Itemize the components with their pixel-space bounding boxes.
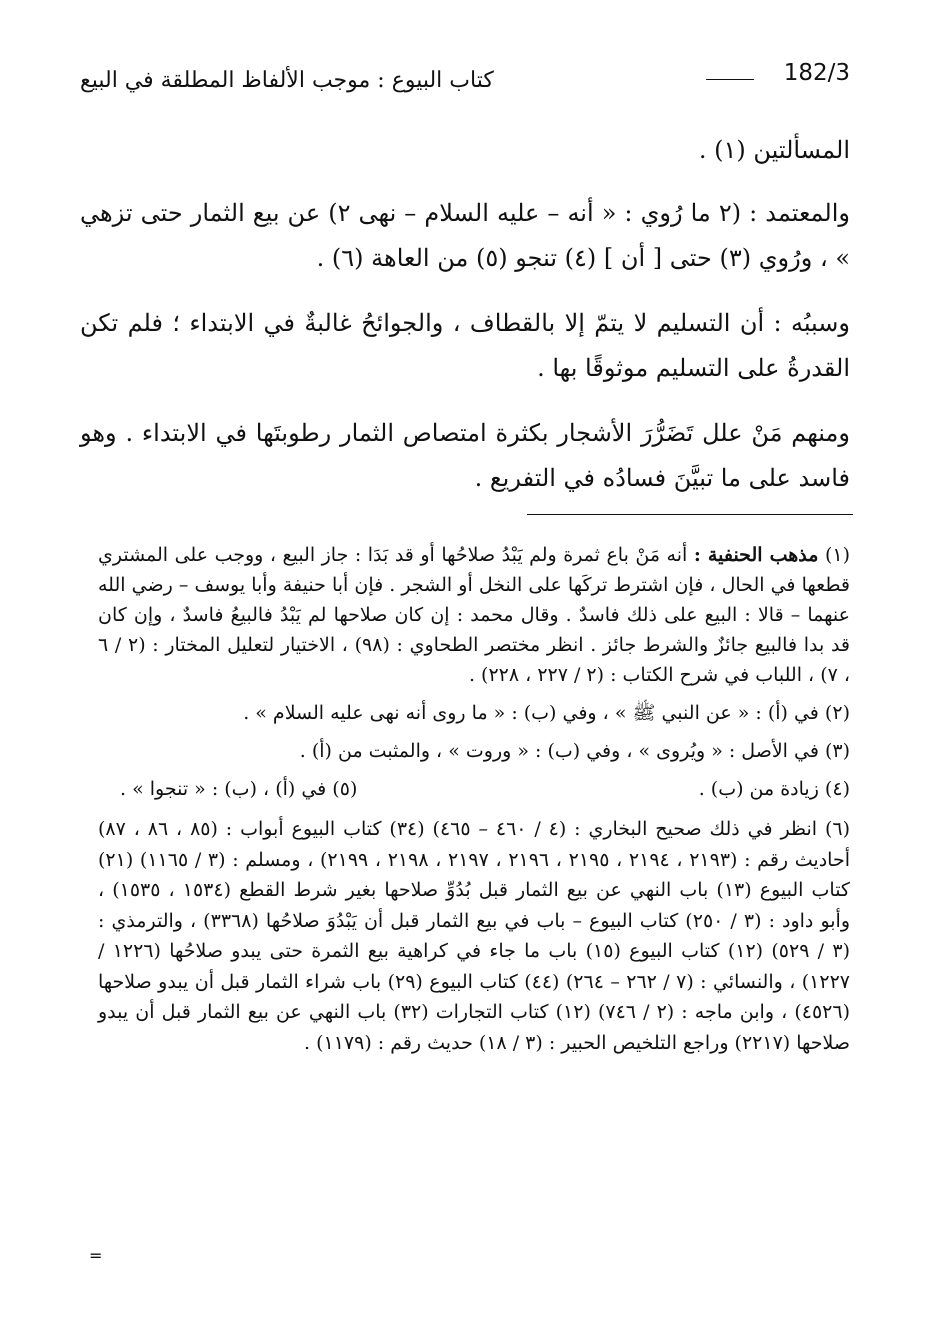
page-header — [80, 60, 850, 120]
main-text — [80, 128, 850, 501]
running-title: كتاب البيوع : موجب الألفاظ المطلقة في البيع — [80, 68, 494, 93]
footnote-3: (٣) في الأصل : « ويُروى » ، وفي (ب) : « وروت » ، والمثبت من (أ) . — [299, 740, 850, 762]
footnote-label: مذهب الحنفية : — [693, 544, 819, 566]
footnote-number: (١) — [824, 544, 850, 566]
page-number: 182/3 — [783, 60, 850, 86]
footnote-1 — [98, 540, 850, 690]
footnote-6: (٦) انظر في ذلك صحيح البخاري : (٤ / ٤٦٠ – ٤٦٥) (٣٤) كتاب البيوع أبواب : (٨٥ ، ٨٦ ، ٨٧) أحاديث رقم : (٢١٩٣ ، ٢١٩٤ ، ٢١٩٥ ، ٢١٩٦ ، ٢١٩٧ ، ٢١٩٨ ، ٢١٩٩) ، ومسلم : (٣ / ١١٦٥) (٢١) كتاب البيوع (١٣) باب النهي عن بيع الثمار قبل بُدُوِّ صلاحها بغير شرط القطع (١٥٣٤ ، ١٥٣٥) ، وأبو داود : (٣ / ٢٥٠) كتاب البيوع – باب في بيع الثمار قبل أن يَبْدُوَ صلاحُها (٣٣٦٨) ، والترمذي : (٣ / ٥٢٩) (١٢) كتاب البيوع (١٥) باب ما جاء في كراهية بيع الثمرة حتى يبدو صلاحُها (١٢٢٦ / ١٢٢٧) ، والنسائي : (٧ / ٢٦٢ – ٢٦٤) (٤٤) كتاب البيوع (٢٩) باب شراء الثمار قبل أن يبدو صلاحها (٤٥٢٦) ، وابن ماجه : (٢ / ٧٤٦) (١٢) كتاب التجارات (٣٢) باب النهي عن بيع الثمار قبل أن يبدو صلاحها (٢٢١٧) وراجع التلخيص الحبير : (٣ / ١٨) حديث رقم : (١١٧٩) . — [98, 818, 851, 1054]
footnote-text: أنه مَنْ باع ثمرة ولم يَبْدُ صلاحُها أو قد بَدَا : جاز البيع ، ووجب على المشتري قطعها في الحال ، فإن اشترط تركَها على النخل أو الشجر . فإن أبا حنيفة وأبا يوسف – رضي الله عنهما – قالا : البيع على ذلك فاسدٌ . وقال محمد : إن كان صلاحها لم يَبْدُ فالبيعُ فاسدٌ ، وإن كان قد بدا فالبيع جائزٌ والشرط جائز . انظر مختصر الطحاوي : (٩٨) ، الاختيار لتعليل المختار : (٢ / ٦ ، ٧) ، اللباب في شرح الكتاب : (٢ / ٢٢٧ ، ٢٢٨) . — [98, 544, 850, 686]
paragraph: المسألتين (١) . — [698, 136, 850, 164]
header-rule — [706, 79, 754, 80]
footnote-5: (٥) في (أ) ، (ب) : « تنجوا » . — [120, 778, 358, 800]
paragraph: والمعتمد : (٢ ما رُوي : « أنه – عليه السلام – نهى ٢) عن بيع الثمار حتى تزهي » ، ورُوي (٣) حتى [ أن ] (٤) تنجو (٥) من العاهة (٦) . — [80, 199, 850, 272]
paragraph: ومنهم مَنْ علل تَضَرُّرَ الأشجار بكثرة امتصاص الثمار رطوبتَها في الابتداء . وهو فاسد على ما تبيَّنَ فسادُه في التفريع . — [80, 419, 850, 492]
paragraph: وسببُه : أن التسليم لا يتمّ إلا بالقطاف ، والجوائحُ غالبةٌ في الابتداء ؛ فلم تكن القدرةُ على التسليم موثوقًا بها . — [80, 309, 850, 382]
footnotes — [98, 540, 850, 1066]
footnote-4: (٤) زيادة من (ب) . — [698, 778, 850, 800]
continuation-mark: = — [89, 1246, 103, 1265]
footnote-separator — [527, 514, 853, 515]
footnote-row-4-5 — [98, 774, 850, 804]
footnote-2: (٢) في (أ) : « عن النبي ﷺ » ، وفي (ب) : « ما روى أنه نهى عليه السلام » . — [243, 702, 850, 724]
